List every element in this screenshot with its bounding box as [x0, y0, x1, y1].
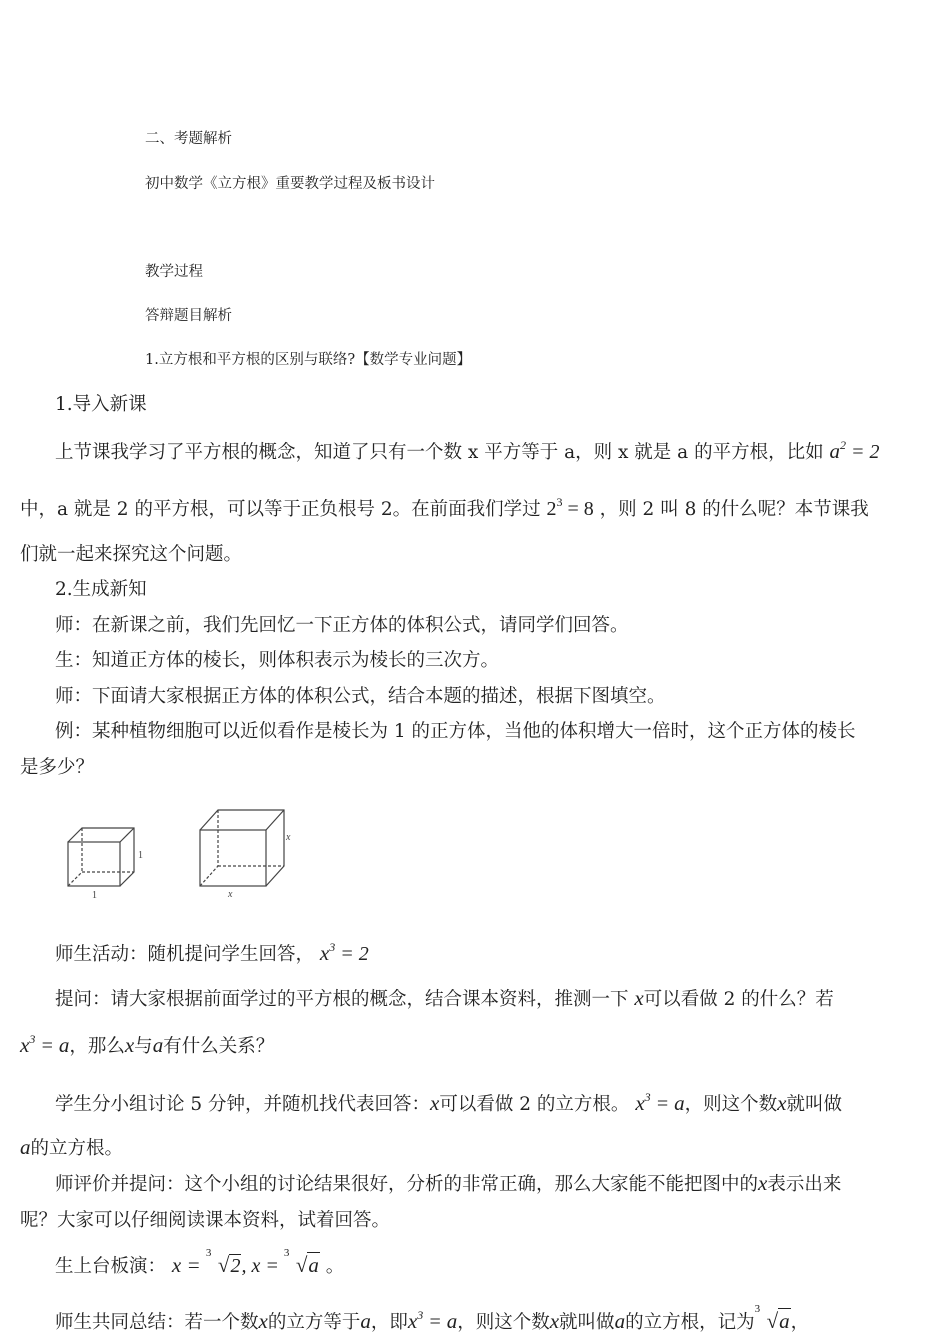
- doc-title: 初中数学《立方根》重要教学过程及板书设计: [145, 176, 435, 192]
- math-x-cubed-eq-a-3: $x^3 = a$: [407, 1308, 458, 1333]
- math-cube-roots: x = 3 √2, x = 3 √a: [171, 1247, 319, 1277]
- small-cube-side-label: 1: [138, 850, 143, 861]
- paragraph-intro-2: 中，a 就是 2 的平方根，可以等于正负根号 2。在前面我们学过 $2^3 = 8$ ，则 2 叫 8 的什么呢？本节课我: [20, 495, 869, 520]
- cube-figure: [60, 800, 300, 900]
- paragraph-intro-1: 上节课我学习了平方根的概念，知道了只有一个数 x 平方等于 a，则 x 就是 a 的平方根，比如 $a^2 = 2$: [55, 438, 880, 463]
- math-cube-root-a: 3 √a: [754, 1303, 790, 1333]
- math-a-squared: $a^2 = 2$: [829, 438, 880, 463]
- student-line-1: 生：知道正方体的棱长，则体积表示为棱长的三次方。: [55, 650, 500, 671]
- activity-line: 师生活动：随机提问学生回答， $x^3 = 2$: [55, 940, 369, 965]
- board-work-line: 生上台板演： x = 3 √2, x = 3 √a 。: [55, 1247, 345, 1277]
- example-line-1: 例：某种植物细胞可以近似看作是棱长为 1 的正方体，当他的体积增大一倍时，这个正方体的棱长: [55, 721, 856, 742]
- summary-line: 师生共同总结：若一个数x的立方等于a，即$x^3 = a$，则这个数x就叫做a的立方根，记为 3 √a，: [55, 1303, 810, 1333]
- paragraph-intro-3: 们就一起来探究这个问题。: [20, 544, 243, 565]
- section-heading: 二、考题解析: [145, 131, 232, 147]
- question-1: 1.立方根和平方根的区别与联络?【数学专业问题】: [145, 352, 472, 368]
- process-heading: 教学过程: [145, 264, 203, 280]
- math-x-cubed-eq-a-2: $x^3 = a$: [635, 1090, 685, 1115]
- teacher-line-2: 师：下面请大家根据正方体的体积公式，结合本题的描述，根据下图填空。: [55, 686, 666, 707]
- math-two-cubed: $2^3 = 8$: [546, 495, 594, 520]
- example-line-2: 是多少？: [20, 757, 95, 778]
- teacher-line-1: 师：在新课之前，我们先回忆一下正方体的体积公式，请同学们回答。: [55, 615, 629, 636]
- group-discussion-line-2: a的立方根。: [20, 1135, 124, 1159]
- heading-intro: 1.导入新课: [55, 394, 147, 415]
- small-cube-bottom-label: 1: [92, 890, 97, 900]
- evaluation-line-2: 呢？大家可以仔细阅读课本资料，试着回答。: [20, 1210, 391, 1231]
- small-cube: [68, 828, 134, 886]
- math-x-cubed-eq-2: $x^3 = 2$: [319, 940, 369, 965]
- group-discussion-line-1: 学生分小组讨论 5 分钟，并随机找代表回答：x可以看做 2 的立方根。 $x^3 = a$，则这个数x就叫做: [55, 1090, 842, 1115]
- large-cube-side-label: x: [286, 832, 291, 843]
- large-cube: [200, 810, 284, 886]
- large-cube-bottom-label: x: [228, 889, 233, 900]
- math-x-cubed-eq-a: $x^3 = a$: [20, 1032, 70, 1057]
- question-line-2: $x^3 = a$，那么x与a有什么关系？: [20, 1032, 275, 1057]
- question-line-1: 提问：请大家根据前面学过的平方根的概念，结合课本资料，推测一下 x可以看做 2 的什么？若: [55, 986, 834, 1010]
- heading-new-knowledge: 2.生成新知: [55, 579, 147, 600]
- defense-heading: 答辩题目解析: [145, 308, 232, 324]
- evaluation-line-1: 师评价并提问：这个小组的讨论结果很好，分析的非常正确，那么大家能不能把图中的x表示出来: [55, 1171, 842, 1195]
